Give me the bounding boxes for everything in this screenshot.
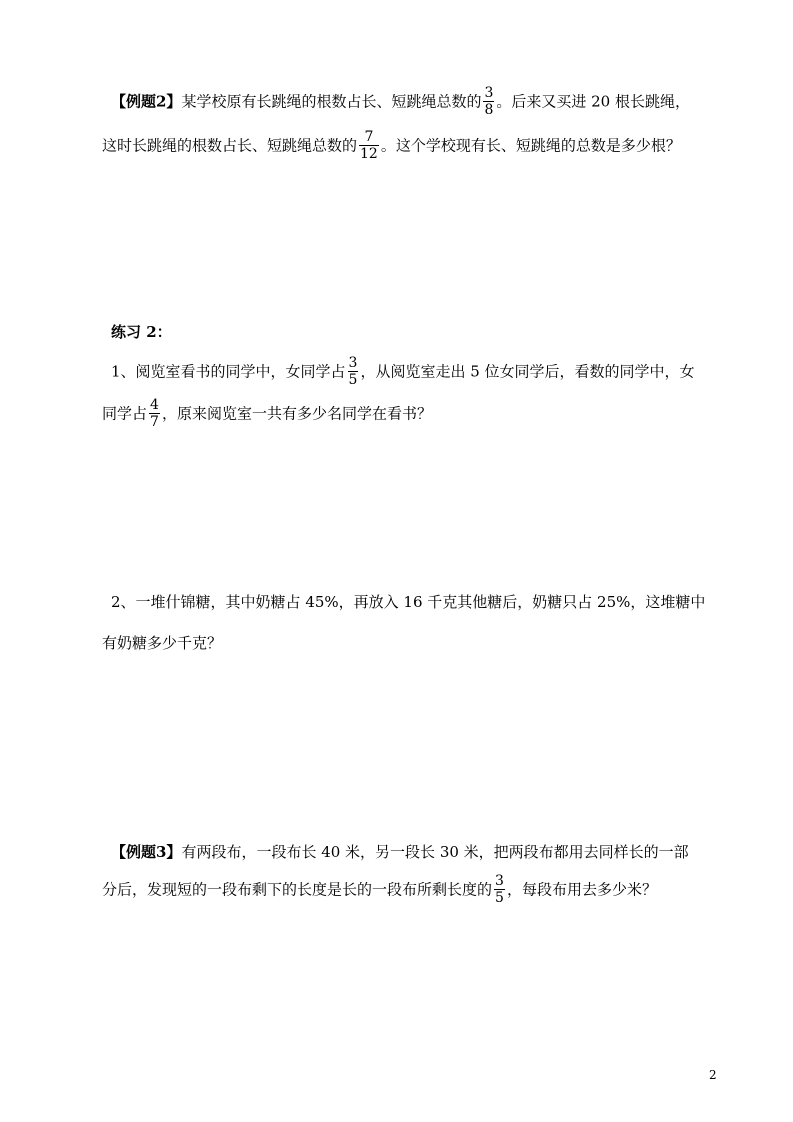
practice-2-q2-line-1: 2、一堆什锦糖，其中奶糖占 45%，再放入 16 千克其他糖后，奶糖只占 25%，这堆糖中 <box>111 593 706 611</box>
example-3-label: 【例题3】 <box>111 843 182 861</box>
practice-2-q1-line-2: 同学占 $\frac{4}{7}$ ，原来阅览室一共有多少名同学在看书？ <box>102 397 432 430</box>
practice-2-q2-line-2: 有奶糖多少千克？ <box>102 634 223 652</box>
example-2-label: 【例题2】 <box>111 92 182 111</box>
page-number: 2 <box>709 1068 717 1082</box>
fraction-4-7: $\frac{4}{7}$ <box>150 397 159 430</box>
example-2-line-2 <box>102 130 681 163</box>
example-2-text-3: 这时长跳绳的根数占长、短跳绳总数的 <box>102 136 358 155</box>
example-2-text-1: 某学校原有长跳绳的根数占长、短跳绳总数的 <box>181 92 482 111</box>
fraction-3-5: $\frac{3}{5}$ <box>348 355 358 388</box>
example-3-line-2: 分后，发现短的一段布剩下的长度是长的一段布所剩长度的 $\frac{3}{5}$ ，每段布用去多少米？ <box>102 873 657 906</box>
example-2-text-4: 。这个学校现有长、短跳绳的总数是多少根？ <box>380 136 681 155</box>
practice-2-title: 练习 2： <box>111 323 172 341</box>
example-2-text-2: 。后来又买进 20 根长跳绳， <box>496 92 690 111</box>
practice-2-q1-line-1: 1、阅览室看书的同学中，女同学占 $\frac{3}{5}$ ，从阅览室走出 5 位女同学后，看数的同学中，女 <box>111 355 695 388</box>
fraction-7-12: $\frac{7}{12}$ <box>360 129 378 162</box>
example-2-line-1 <box>111 86 690 119</box>
fraction-3-8: $\frac{3}{8}$ <box>484 85 494 118</box>
example-3-line-1: 【例题3】有两段布，一段布长 40 米，另一段长 30 米，把两段布都用去同样长的一部 <box>111 843 689 861</box>
fraction-3-5-b: $\frac{3}{5}$ <box>495 873 504 906</box>
